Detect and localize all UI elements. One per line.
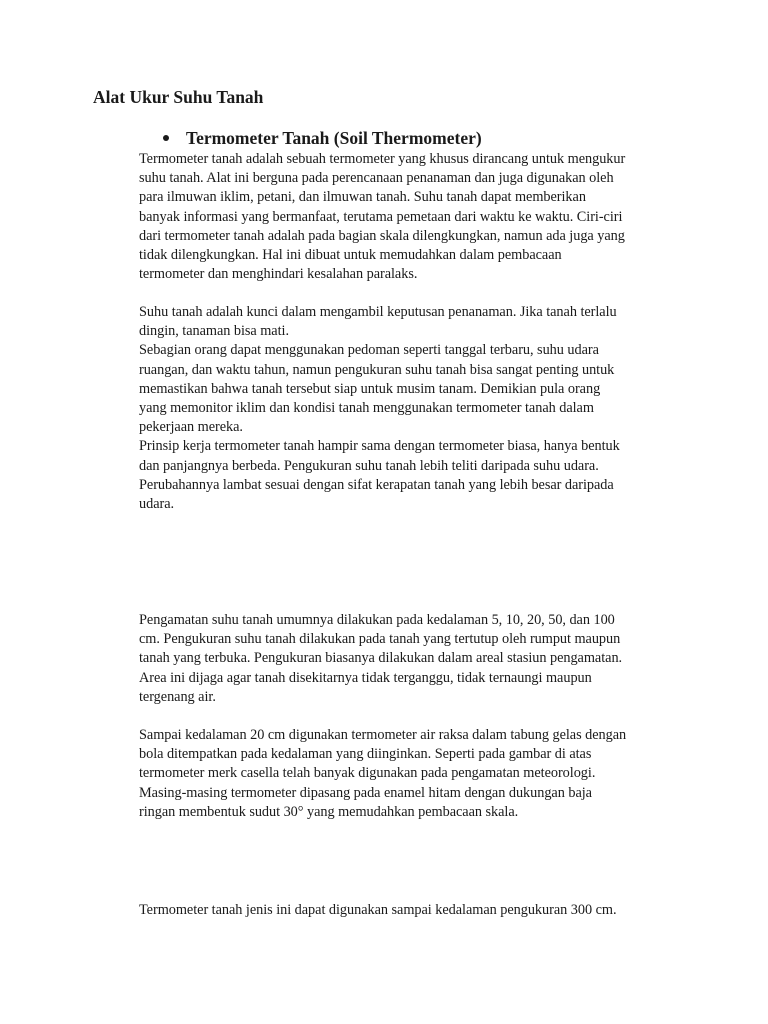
paragraph-line: yang memonitor iklim dan kondisi tanah menggunakan termometer tanah dalam: [139, 400, 594, 417]
paragraph-line: pekerjaan mereka.: [139, 419, 243, 436]
paragraph-line: dan panjangnya berbeda. Pengukuran suhu tanah lebih teliti daripada suhu udara.: [139, 457, 599, 474]
paragraph-line: cm. Pengukuran suhu tanah dilakukan pada tanah yang tertutup oleh rumput maupun: [139, 631, 621, 648]
paragraph-line: Suhu tanah adalah kunci dalam mengambil keputusan penanaman. Jika tanah terlalu: [139, 304, 617, 320]
paragraph-line: ringan membentuk sudut 30° yang memudahkan pembacaan skala.: [139, 803, 519, 820]
paragraph-line: Sampai kedalaman 20 cm digunakan termometer air raksa dalam tabung gelas dengan: [139, 727, 627, 743]
paragraph-line: suhu tanah. Alat ini berguna pada perencanaan penanaman dan juga digunakan oleh: [139, 170, 614, 187]
paragraph-observation: [139, 611, 684, 707]
section-heading: [163, 127, 482, 149]
paragraph-line: Termometer tanah adalah sebuah termometer yang khusus dirancang untuk mengukur: [139, 151, 626, 167]
paragraph-line: termometer dan menghindari kesalahan paralaks.: [139, 266, 418, 283]
paragraph-definition: [139, 150, 684, 284]
paragraph-depth-note: [139, 901, 684, 920]
paragraph-line: dingin, tanaman bisa mati.: [139, 323, 289, 340]
paragraph-line: banyak informasi yang bermanfaat, terutama pemetaan dari waktu ke waktu. Ciri-ciri: [139, 208, 623, 225]
section-heading-text: Termometer Tanah (Soil Thermometer): [186, 128, 482, 148]
paragraph-mercury-thermometer: [139, 726, 684, 822]
paragraph-line: para ilmuwan iklim, petani, dan ilmuwan tanah. Suhu tanah dapat memberikan: [139, 189, 586, 206]
paragraph-line: memastikan bahwa tanah tersebut siap untuk musim tanam. Demikian pula orang: [139, 380, 601, 397]
paragraph-line: dari termometer tanah adalah pada bagian skala dilengkungkan, namun ada juga yang: [139, 227, 625, 244]
paragraph-line: tidak dilengkungkan. Hal ini dibuat untuk memudahkan dalam pembacaan: [139, 247, 562, 264]
bullet-icon: [163, 135, 169, 141]
paragraph-line: Masing-masing termometer dipasang pada enamel hitam dengan dukungan baja: [139, 784, 592, 801]
paragraph-line: Prinsip kerja termometer tanah hampir sama dengan termometer biasa, hanya bentuk: [139, 438, 620, 455]
paragraph-line: Sebagian orang dapat menggunakan pedoman seperti tanggal terbaru, suhu udara: [139, 342, 599, 359]
paragraph-line: tanah yang terbuka. Pengukuran biasanya dilakukan dalam areal stasiun pengamatan.: [139, 650, 623, 667]
paragraph-line: bola ditempatkan pada kedalaman yang diinginkan. Seperti pada gambar di atas: [139, 746, 592, 763]
paragraph-line: termometer merk casella telah banyak digunakan pada pengamatan meteorologi.: [139, 765, 596, 782]
paragraph-line: udara.: [139, 496, 175, 513]
paragraph-line: ruangan, dan waktu tahun, namun pengukuran suhu tanah bisa sangat penting untuk: [139, 361, 615, 378]
paragraph-line: tergenang air.: [139, 688, 216, 705]
paragraph-line: Area ini dijaga agar tanah disekitarnya tidak terganggu, tidak ternaungi maupun: [139, 669, 592, 686]
document-title: Alat Ukur Suhu Tanah: [93, 87, 264, 107]
paragraph-line: Termometer tanah jenis ini dapat digunakan sampai kedalaman pengukuran 300 cm.: [139, 902, 617, 918]
paragraph-line: Perubahannya lambat sesuai dengan sifat kerapatan tanah yang lebih besar daripada: [139, 476, 614, 493]
paragraph-line: Pengamatan suhu tanah umumnya dilakukan pada kedalaman 5, 10, 20, 50, dan 100: [139, 612, 615, 628]
paragraph-importance: [139, 303, 684, 514]
